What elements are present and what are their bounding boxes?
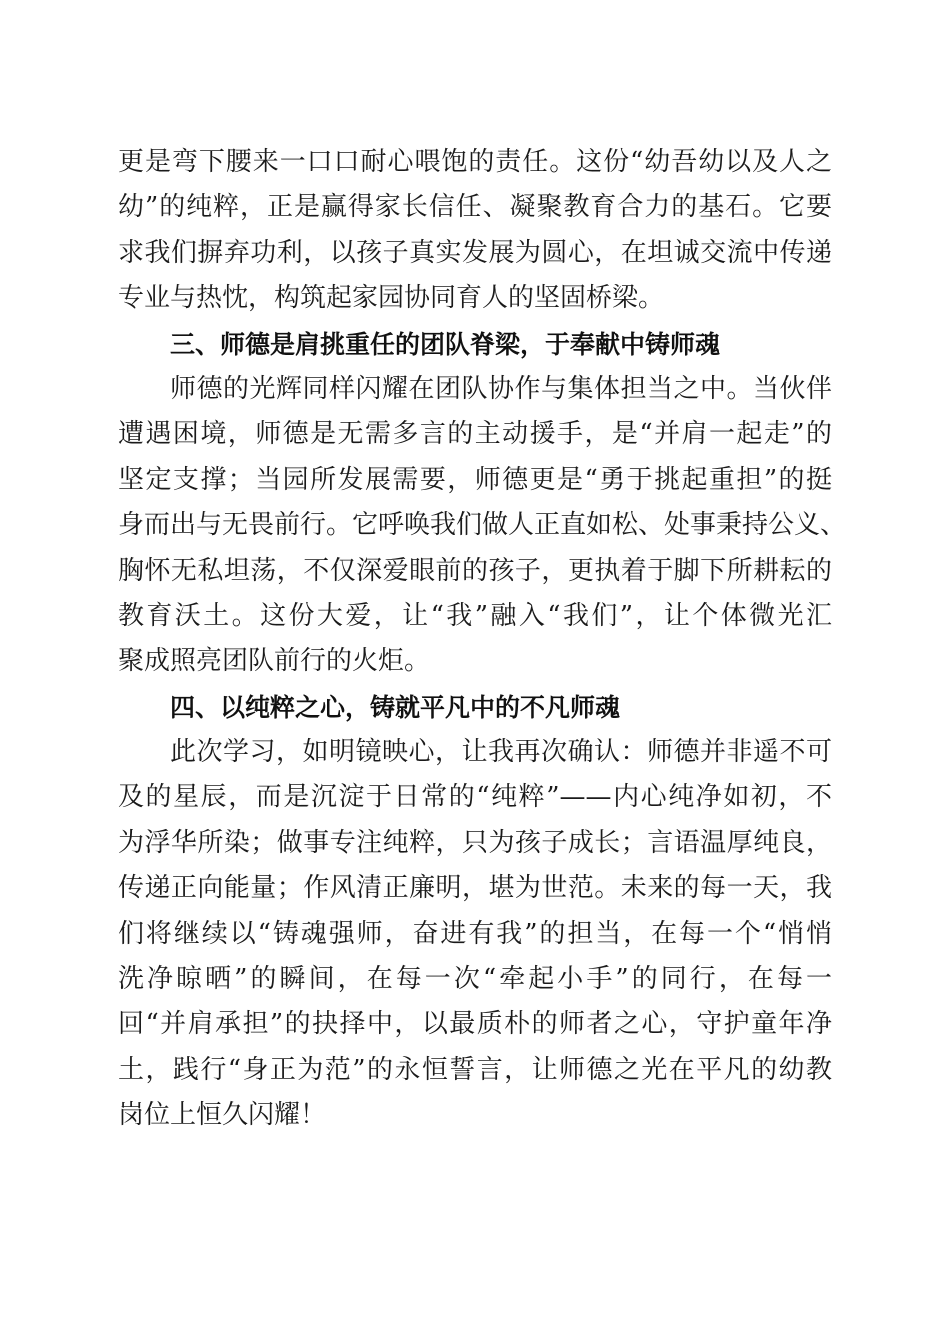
section-4-paragraph xyxy=(118,730,832,1139)
paragraph-line: 教育沃土。这份大爱，让“我”融入“我们”，让个体微光汇 xyxy=(118,600,832,631)
paragraph-line: 坚定支撑；当园所发展需要，师德更是“勇于挑起重担”的挺 xyxy=(118,464,832,495)
paragraph-line: 传递正向能量；作风清正廉明，堪为世范。未来的每一天，我 xyxy=(118,873,832,904)
paragraph-line: 回“并肩承担”的抉择中，以最质朴的师者之心，守护童年净 xyxy=(118,1009,832,1040)
paragraph-line: 身而出与无畏前行。它呼唤我们做人正直如松、处事秉持公义、 xyxy=(118,510,847,541)
document-body xyxy=(118,140,847,1139)
paragraph-line: 遭遇困境，师德是无需多言的主动援手，是“并肩一起走”的 xyxy=(118,419,832,450)
paragraph-line: 专业与热忱，构筑起家园协同育人的坚固桥梁。 xyxy=(118,283,665,314)
paragraph-line: 求我们摒弃功利，以孩子真实发展为圆心，在坦诚交流中传递 xyxy=(118,237,832,268)
paragraph-line: 幼”的纯粹，正是赢得家长信任、凝聚教育合力的基石。它要 xyxy=(118,192,832,223)
paragraph-line: 洗净晾晒”的瞬间，在每一次“牵起小手”的同行，在每一 xyxy=(118,964,832,995)
paragraph-line: 胸怀无私坦荡，不仅深爱眼前的孩子，更执着于脚下所耕耘的 xyxy=(118,555,832,586)
paragraph-line: 土，践行“身正为范”的永恒誓言，让师德之光在平凡的幼教 xyxy=(118,1054,832,1085)
section-4-heading: 四、以纯粹之心，铸就平凡中的不凡师魂 xyxy=(170,692,621,722)
section-3-heading: 三、师德是肩挑重任的团队脊梁，于奉献中铸师魂 xyxy=(170,329,721,359)
section-3-paragraph xyxy=(118,367,847,685)
paragraph-line: 为浮华所染；做事专注纯粹，只为孩子成长；言语温厚纯良， xyxy=(118,827,832,858)
paragraph-line: 师德的光辉同样闪耀在团队协作与集体担当之中。当伙伴 xyxy=(170,373,832,404)
intro-paragraph xyxy=(118,140,832,322)
paragraph-line: 及的星辰，而是沉淀于日常的“纯粹”——内心纯净如初，不 xyxy=(118,782,832,813)
paragraph-line: 岗位上恒久闪耀！ xyxy=(118,1100,327,1131)
paragraph-line: 聚成照亮团队前行的火炬。 xyxy=(118,646,431,677)
paragraph-line: 们将继续以“铸魂强师，奋进有我”的担当，在每一个“悄悄 xyxy=(118,918,832,949)
paragraph-line: 更是弯下腰来一口口耐心喂饱的责任。这份“幼吾幼以及人之 xyxy=(118,147,832,177)
paragraph-line: 此次学习，如明镜映心，让我再次确认：师德并非遥不可 xyxy=(170,737,832,768)
